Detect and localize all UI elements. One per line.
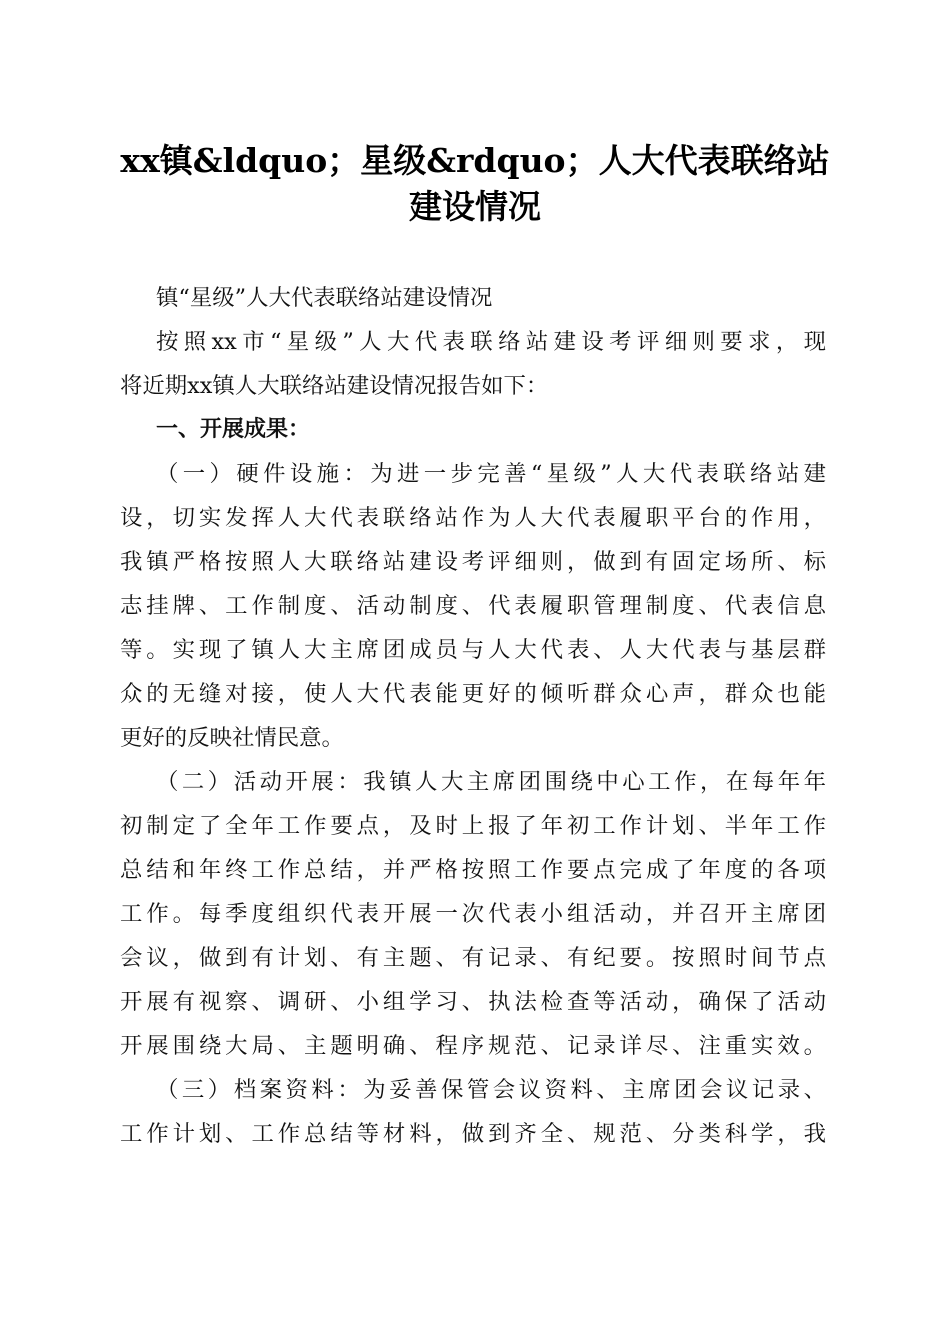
para2-line-3: 总结和年终工作总结，并严格按照工作要点完成了年度的各项 <box>120 857 826 883</box>
document-body <box>120 276 826 1156</box>
para2-line-2: 初制定了全年工作要点，及时上报了年初工作计划、半年工作 <box>120 813 826 839</box>
para1-line-6: 众的无缝对接，使人大代表能更好的倾听群众心声，群众也能 <box>120 681 826 707</box>
document-title <box>100 138 850 230</box>
intro-line-2: 将近期xx镇人大联络站建设情况报告如下： <box>120 373 549 399</box>
para1-line-5: 等。实现了镇人大主席团成员与人大代表、人大代表与基层群 <box>120 637 826 663</box>
para2-line-1: （二）活动开展：我镇人大主席团围绕中心工作，在每年年 <box>156 769 826 795</box>
title-line-2: 建设情况 <box>409 187 541 226</box>
para1-line-3: 我镇严格按照人大联络站建设考评细则，做到有固定场所、标 <box>120 549 826 575</box>
para1-line-7: 更好的反映社情民意。 <box>120 725 344 751</box>
para2-line-5: 会议，做到有计划、有主题、有记录、有纪要。按照时间节点 <box>120 945 826 971</box>
section-heading: 一、开展成果： <box>156 417 311 442</box>
para1-line-4: 志挂牌、工作制度、活动制度、代表履职管理制度、代表信息 <box>120 593 826 619</box>
para2-line-7: 开展围绕大局、主题明确、程序规范、记录详尽、注重实效。 <box>120 1033 826 1059</box>
subtitle-line: 镇“星级”人大代表联络站建设情况 <box>156 285 493 311</box>
para1-line-1: （一）硬件设施：为进一步完善“星级”人大代表联络站建 <box>156 461 826 487</box>
para3-line-1: （三）档案资料：为妥善保管会议资料、主席团会议记录、 <box>156 1077 826 1103</box>
para3-line-2: 工作计划、工作总结等材料，做到齐全、规范、分类科学，我 <box>120 1121 826 1147</box>
title-line-1: xx镇&ldquo；星级&rdquo；人大代表联络站 <box>120 141 830 180</box>
para1-line-2: 设，切实发挥人大代表联络站作为人大代表履职平台的作用， <box>120 505 826 531</box>
para2-line-6: 开展有视察、调研、小组学习、执法检查等活动，确保了活动 <box>120 989 826 1015</box>
para2-line-4: 工作。每季度组织代表开展一次代表小组活动，并召开主席团 <box>120 901 826 927</box>
intro-line-1: 按照xx市“星级”人大代表联络站建设考评细则要求，现 <box>156 329 826 355</box>
